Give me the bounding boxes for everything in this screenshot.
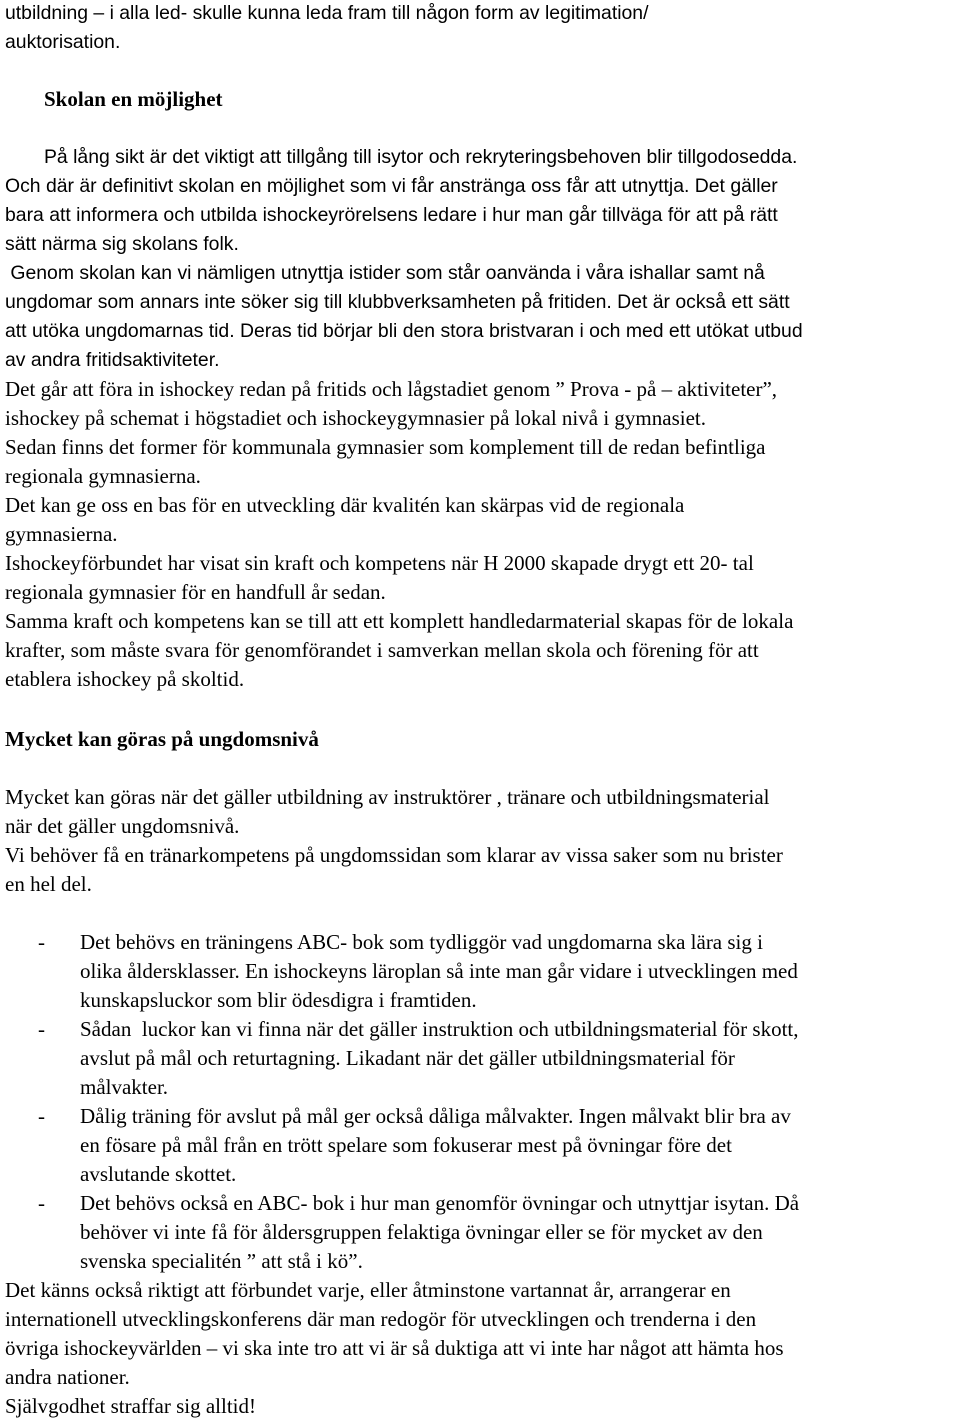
text-line: övriga ishockeyvärlden – vi ska inte tro att vi är så duktiga att vi inte har något att hämta hos xyxy=(5,1336,784,1360)
text-line: Sådan luckor kan vi finna när det gäller instruktion och utbildningsmaterial för skott, xyxy=(80,1017,799,1041)
text-line: en hel del. xyxy=(5,872,92,896)
text-line: auktorisation. xyxy=(5,31,121,53)
text-line: Det känns också riktigt att förbundet varje, eller åtminstone vartannat år, arrangerar en xyxy=(5,1278,731,1302)
text-line: Vi behöver få en tränarkompetens på ungdomssidan som klarar av vissa saker som nu brister xyxy=(5,843,783,867)
text-line: etablera ishockey på skoltid. xyxy=(5,667,245,691)
section-heading: Skolan en möjlighet xyxy=(44,87,223,111)
section-heading: Mycket kan göras på ungdomsnivå xyxy=(5,727,319,751)
text-line: av andra fritidsaktiviteter. xyxy=(5,349,220,371)
text-line: ishockey på schemat i högstadiet och ishockeygymnasier på lokal nivå i gymnasiet. xyxy=(5,406,706,430)
text-line: olika åldersklasser. En ishockeyns läroplan så inte man går vidare i utvecklingen med xyxy=(80,959,798,983)
text-line: avslutande skottet. xyxy=(80,1162,237,1186)
text-line: Det kan ge oss en bas för en utveckling där kvalitén kan skärpas vid de regionala xyxy=(5,493,685,517)
text-line: att utöka ungdomarnas tid. Deras tid börjar bli den stora bristvaran i och med ett utökat utbud xyxy=(5,320,803,342)
text-line: På lång sikt är det viktigt att tillgång till isytor och rekryteringsbehoven blir tillgodosedda. xyxy=(44,146,798,168)
text-line: avslut på mål och returtagning. Likadant när det gäller utbildningsmaterial för xyxy=(80,1046,735,1070)
text-line: en fösare på mål från en trött spelare som fokuserar mest på övningar före det xyxy=(80,1133,732,1157)
text-line: Samma kraft och kompetens kan se till att ett komplett handledarmaterial skapas för de lokala xyxy=(5,609,794,633)
text-line: behöver vi inte få för åldersgruppen felaktiga övningar eller se för mycket av den xyxy=(80,1220,763,1244)
text-line: utbildning – i alla led- skulle kunna leda fram till någon form av legitimation/ xyxy=(5,2,649,24)
text-line: andra nationer. xyxy=(5,1365,130,1389)
bullet-dash: - xyxy=(38,930,45,954)
bullet-dash: - xyxy=(38,1017,45,1041)
bullet-dash: - xyxy=(38,1191,45,1215)
text-line: svenska specialitén ” att stå i kö”. xyxy=(80,1249,363,1273)
text-line: sätt närma sig skolans folk. xyxy=(5,233,239,255)
text-line: kunskapsluckor som blir ödesdigra i framtiden. xyxy=(80,988,477,1012)
text-line: Självgodhet straffar sig alltid! xyxy=(5,1394,256,1418)
text-line: målvakter. xyxy=(80,1075,169,1099)
text-line: bara att informera och utbilda ishockeyrörelsens ledare i hur man går tillväga för att på rätt xyxy=(5,204,778,226)
text-line: Ishockeyförbundet har visat sin kraft och kompetens när H 2000 skapade drygt ett 20- tal xyxy=(5,551,754,575)
text-line: Det går att föra in ishockey redan på fritids och lågstadiet genom ” Prova - på – aktiviteter”, xyxy=(5,377,778,401)
text-line: Mycket kan göras när det gäller utbildning av instruktörer , tränare och utbildningsmaterial xyxy=(5,785,770,809)
text-line: när det gäller ungdomsnivå. xyxy=(5,814,240,838)
text-line: Det behövs också en ABC- bok i hur man genomför övningar och utnyttjar isytan. Då xyxy=(80,1191,800,1215)
text-line: regionala gymnasierna. xyxy=(5,464,201,488)
text-line: krafter, som måste svara för genomförandet i samverkan mellan skola och förening för att xyxy=(5,638,759,662)
text-line: internationell utvecklingskonferens där man redogör för utvecklingen och trenderna i den xyxy=(5,1307,757,1331)
bullet-dash: - xyxy=(38,1104,45,1128)
text-line: Det behövs en träningens ABC- bok som tydliggör vad ungdomarna ska lära sig i xyxy=(80,930,763,954)
text-line: Dålig träning för avslut på mål ger också dåliga målvakter. Ingen målvakt blir bra av xyxy=(80,1104,791,1128)
text-line: ungdomar som annars inte söker sig till klubbverksamheten på fritiden. Det är också ett sätt xyxy=(5,291,790,313)
text-line: regionala gymnasier för en handfull år sedan. xyxy=(5,580,386,604)
text-line: gymnasierna. xyxy=(5,522,118,546)
text-line: Sedan finns det former för kommunala gymnasier som komplement till de redan befintliga xyxy=(5,435,766,459)
text-line: Genom skolan kan vi nämligen utnyttja istider som står oanvända i våra ishallar samt nå xyxy=(5,262,765,284)
text-line: Och där är definitivt skolan en möjlighet som vi får anstränga oss får att utnyttja. Det gäller xyxy=(5,175,778,197)
